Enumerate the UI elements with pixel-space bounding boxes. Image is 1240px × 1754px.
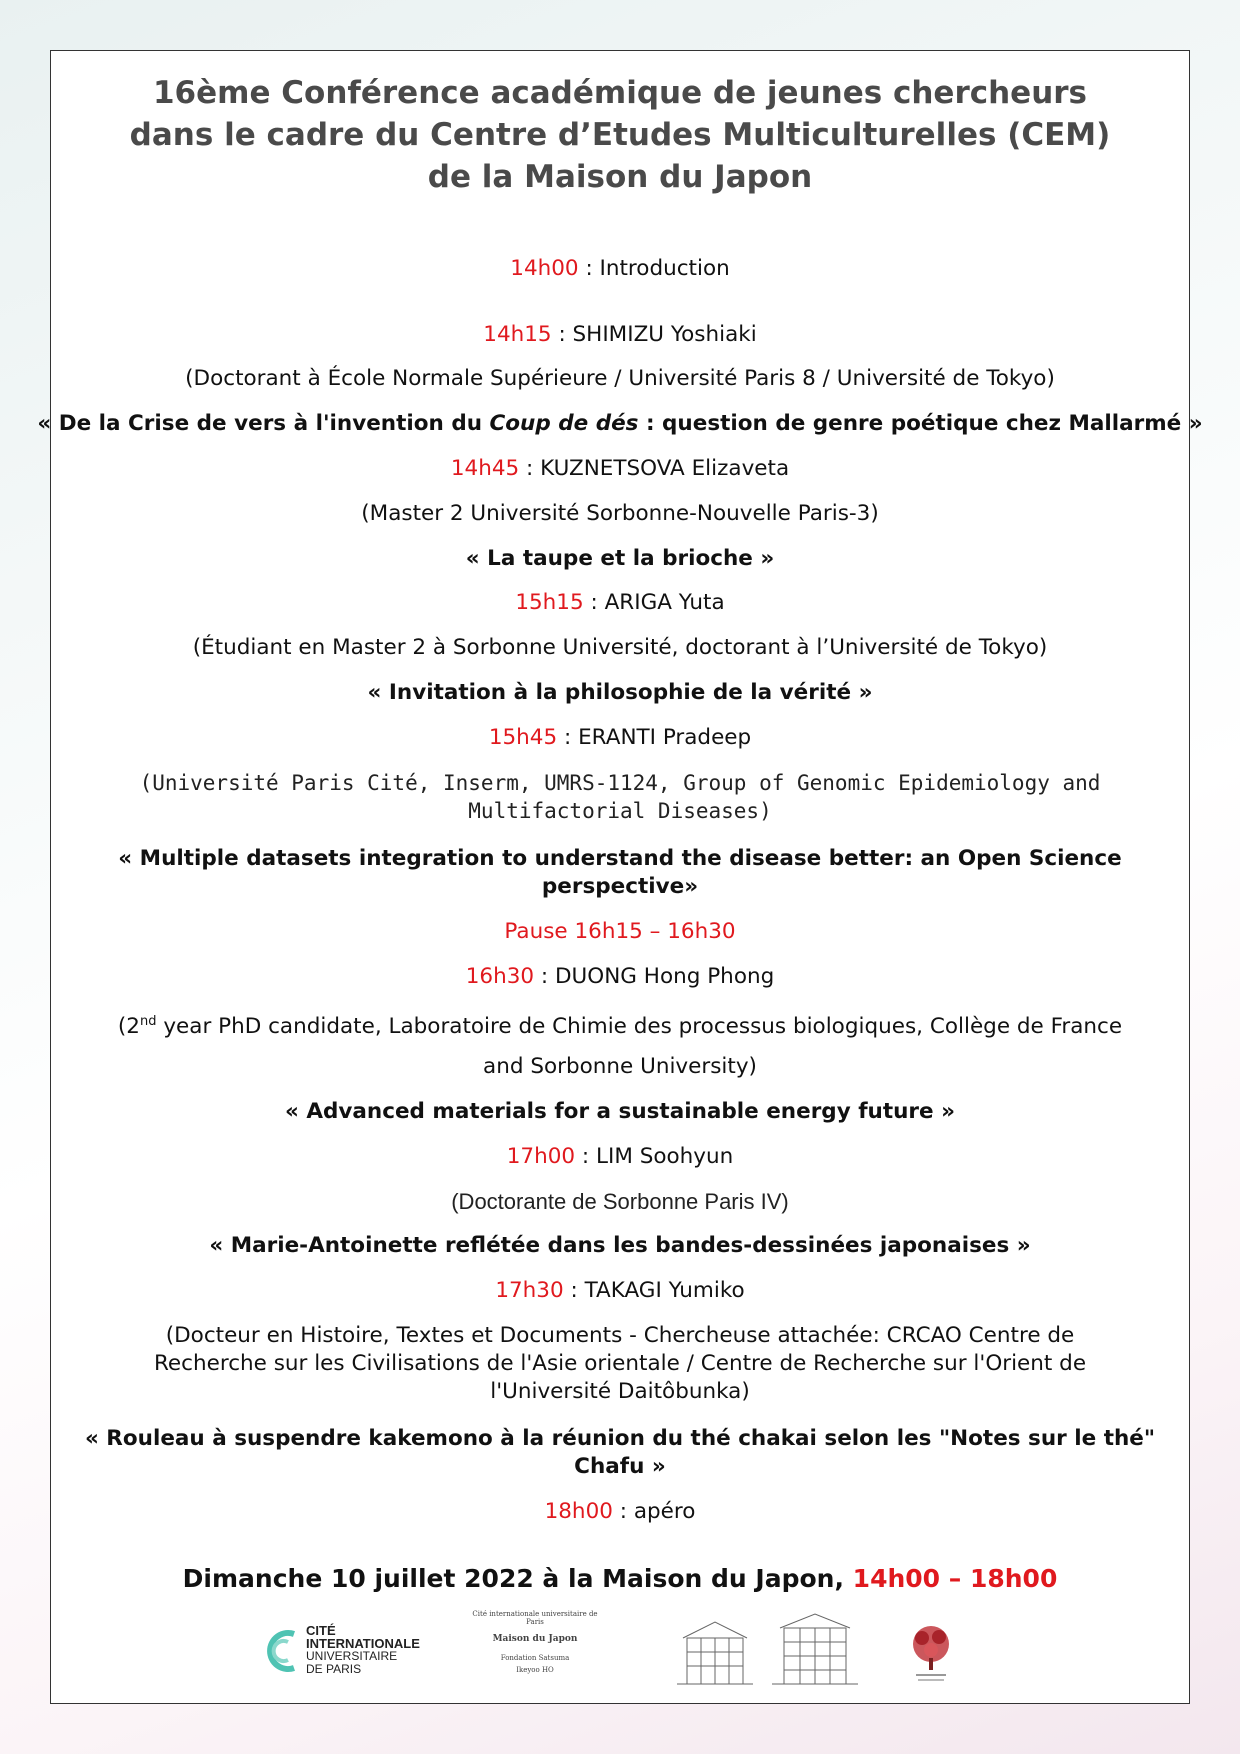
talk7-title-2: Chafu » <box>574 1454 666 1479</box>
intro-time: 14h00 <box>510 256 579 281</box>
talk6-affiliation: (Doctorante de Sorbonne Paris IV) <box>451 1189 789 1214</box>
event-date <box>0 1564 1240 1593</box>
talk7-time: 17h30 <box>495 1278 564 1303</box>
intro-sep: : <box>578 256 600 281</box>
talk2-title: « La taupe et la brioche » <box>465 546 775 571</box>
building-sketch-icon-2 <box>770 1610 860 1688</box>
talk2-sep: : <box>519 456 541 481</box>
talk1-name: SHIMIZU Yoshiaki <box>572 322 757 347</box>
ciup-line-4: DE PARIS <box>306 1662 362 1676</box>
talk4-affiliation-2: Multifactorial Diseases) <box>468 799 772 823</box>
talk4-title-1: « Multiple datasets integration to understand the disease better: an Open Science <box>118 846 1122 871</box>
talk1-title <box>0 410 1240 438</box>
talk4-affiliation-1: (Université Paris Cité, Inserm, UMRS-1124, Group of Genomic Epidemiology and <box>139 771 1101 795</box>
talk3-header <box>0 589 1240 617</box>
talk5-header <box>0 963 1240 991</box>
title-line-2: dans le cadre du Centre d’Etudes Multiculturelles (CEM) <box>129 117 1111 153</box>
talk2-time: 14h45 <box>450 456 520 481</box>
event-date-text: Dimanche 10 juillet 2022 à la Maison du Japon, <box>182 1564 853 1593</box>
intro-text: Introduction <box>599 256 730 281</box>
title-line-1: 16ème Conférence académique de jeunes chercheurs <box>152 75 1088 111</box>
talk5-title: « Advanced materials for a sustainable energy future » <box>284 1099 955 1124</box>
talk7-affiliation-2: Recherche sur les Civilisations de l'Asie orientale / Centre de Recherche sur l'Orient de <box>153 1351 1087 1376</box>
talk1-header <box>0 321 1240 349</box>
ciup-logo <box>262 1624 432 1684</box>
talk1-sep: : <box>551 322 573 347</box>
talk7-affiliation-1: (Docteur en Histoire, Textes et Documents - Chercheuse attachée: CRCAO Centre de <box>165 1323 1075 1348</box>
talk2-name: KUZNETSOVA Elizaveta <box>540 456 790 481</box>
tree-logo-icon <box>908 1622 954 1686</box>
talk4-name: ERANTI Pradeep <box>578 725 752 750</box>
mdj-line-2: Maison du Japon <box>492 1634 578 1644</box>
talk5-aff-post: year PhD candidate, Laboratoire de Chimie des processus biologiques, Collège de France <box>156 1014 1123 1040</box>
talk5-name: DUONG Hong Phong <box>555 964 775 989</box>
talk3-affiliation: (Étudiant en Master 2 à Sorbonne Université, doctorant à l’Université de Tokyo) <box>192 635 1048 660</box>
talk3-title: « Invitation à la philosophie de la vérité » <box>367 680 873 705</box>
talk1-title-pre: « De la Crise de vers à l'invention du <box>37 411 490 436</box>
talk3-time: 15h15 <box>515 590 584 615</box>
page-title <box>0 72 1240 198</box>
talk5-aff-pre: (2 <box>117 1014 140 1040</box>
talk6-time: 17h00 <box>506 1144 576 1169</box>
pause-line: Pause 16h15 – 16h30 <box>504 919 736 944</box>
talk2-affiliation: (Master 2 Université Sorbonne-Nouvelle Paris-3) <box>361 501 879 526</box>
talk7-affiliation-3: l'Université Daitôbunka) <box>490 1379 750 1404</box>
apero-text: apéro <box>633 1499 696 1524</box>
talk5-affiliation-2: and Sorbonne University) <box>483 1054 757 1079</box>
apero-line <box>0 1498 1240 1526</box>
talk7-header <box>0 1277 1240 1305</box>
apero-time: 18h00 <box>544 1499 613 1524</box>
talk7-title-1: « Rouleau à suspendre kakemono à la réunion du thé chakai selon les "Notes sur le thé" <box>84 1426 1156 1451</box>
talk7-sep: : <box>563 1278 585 1303</box>
talk2-header <box>0 455 1240 483</box>
talk3-name: ARIGA Yuta <box>604 590 725 615</box>
talk4-time: 15h45 <box>488 725 558 750</box>
talk1-title-em: Coup de dés <box>489 411 639 436</box>
talk4-header <box>0 724 1240 752</box>
talk1-title-post: : question de genre poétique chez Mallarmé » <box>638 411 1203 436</box>
talk5-aff-sup: nd <box>139 1014 157 1029</box>
talk6-sep: : <box>575 1144 596 1169</box>
sponsor-logos <box>0 1610 1240 1690</box>
talk1-affiliation: (Doctorant à École Normale Supérieure / Université Paris 8 / Université de Tokyo) <box>185 366 1055 391</box>
maison-du-japon-logo <box>470 1610 600 1690</box>
talk4-title-2: perspective» <box>541 874 699 899</box>
talk5-sep: : <box>534 964 555 989</box>
talk6-title: « Marie-Antoinette reflétée dans les bandes-dessinées japonaises » <box>209 1233 1031 1258</box>
talk6-name: LIM Soohyun <box>596 1144 734 1169</box>
title-line-3: de la Maison du Japon <box>427 159 813 195</box>
building-sketch-icon <box>675 1616 755 1688</box>
talk1-time: 14h15 <box>483 322 552 347</box>
talk5-affiliation-1 <box>0 1008 1240 1041</box>
intro-line <box>0 255 1240 283</box>
talk6-header <box>0 1143 1240 1171</box>
mdj-line-3: Fondation Satsuma <box>500 1654 570 1662</box>
ciup-c-icon <box>262 1626 300 1676</box>
ciup-line-3: UNIVERSITAIRE <box>306 1649 398 1663</box>
talk7-name: TAKAGI Yumiko <box>584 1278 745 1303</box>
apero-sep: : <box>612 1499 634 1524</box>
talk3-sep: : <box>583 590 605 615</box>
event-hours: 14h00 – 18h00 <box>852 1564 1058 1593</box>
ciup-line-2: INTERNATIONALE <box>306 1636 420 1651</box>
talk4-sep: : <box>557 725 579 750</box>
ciup-line-1: CITÉ <box>306 1623 336 1638</box>
mdj-line-4: Ikeyoo HO <box>516 1666 554 1674</box>
mdj-line-1: Cité internationale universitaire de Paris <box>472 1610 598 1626</box>
talk5-time: 16h30 <box>465 964 535 989</box>
